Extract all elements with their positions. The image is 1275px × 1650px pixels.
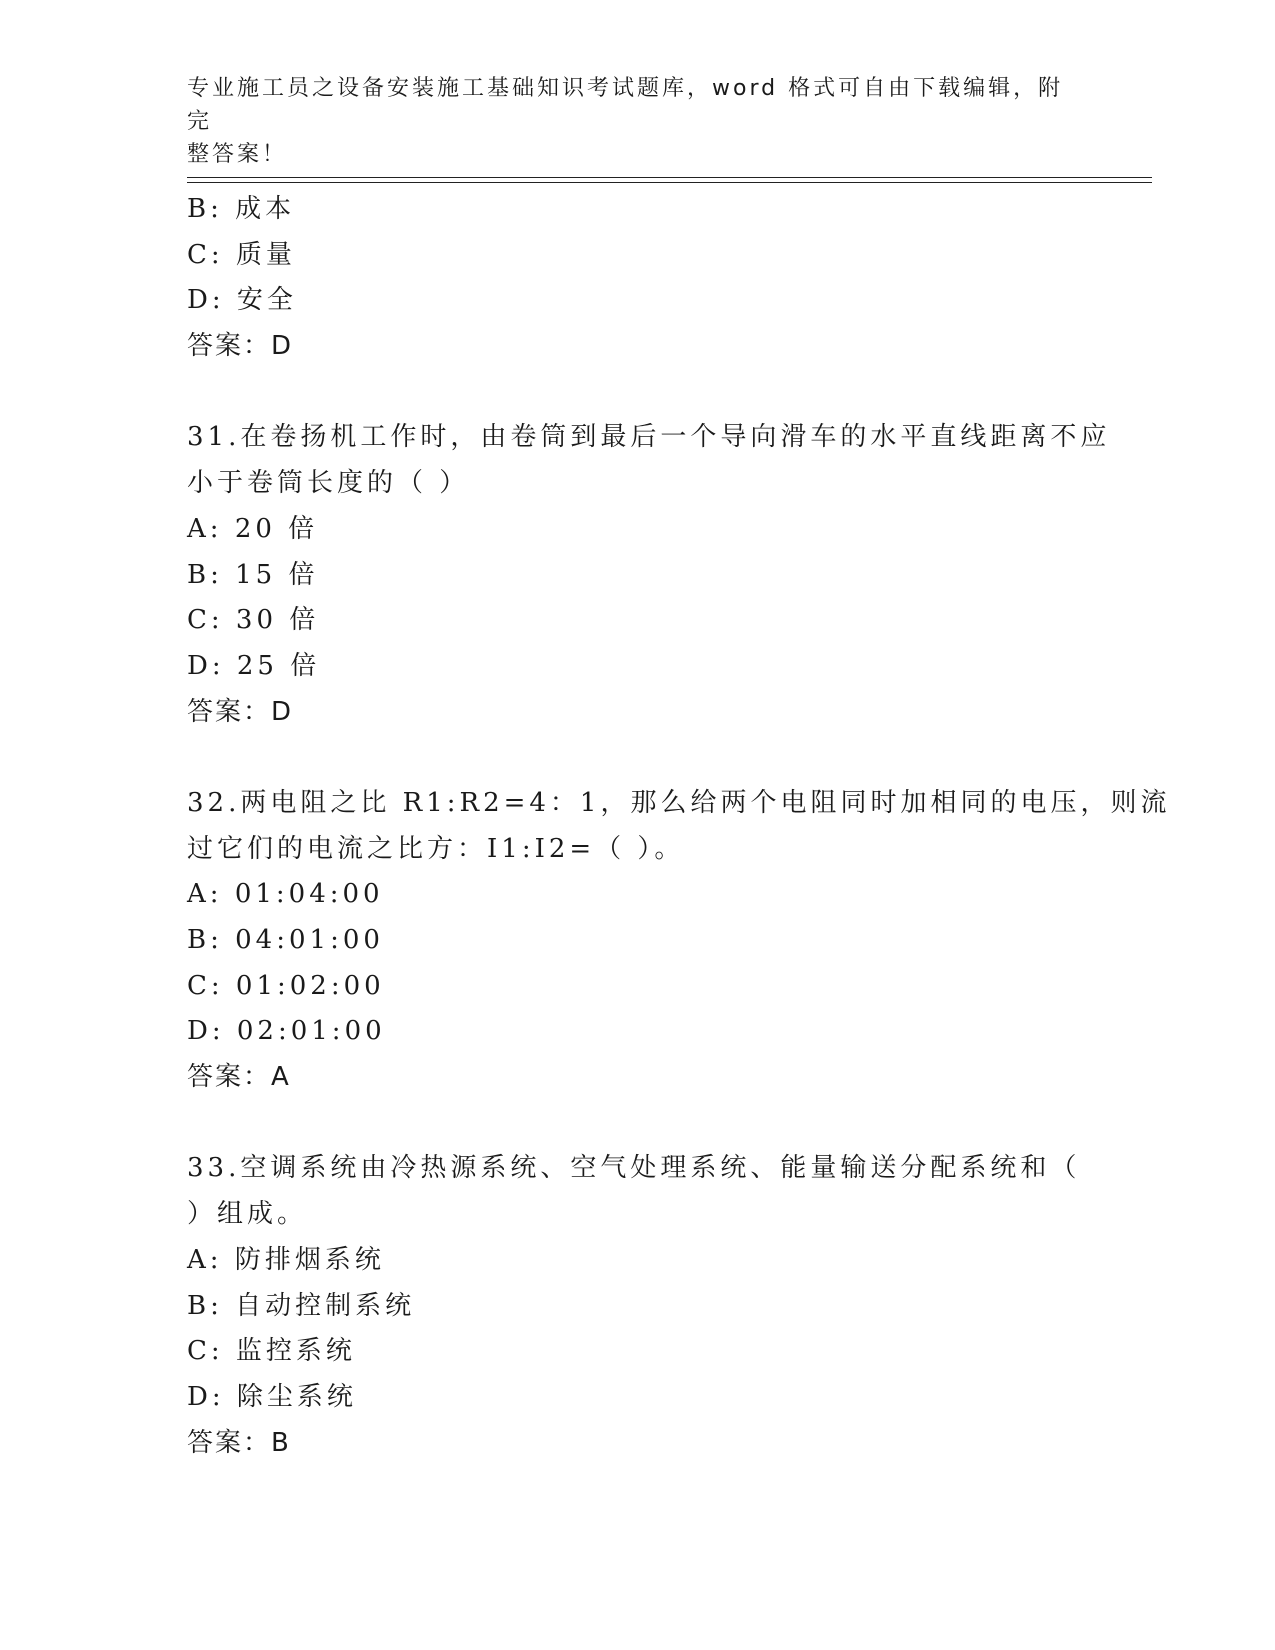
spacer	[187, 735, 1087, 781]
option-b: B: 自动控制系统	[187, 1290, 416, 1321]
option-c: C: 质量	[187, 239, 296, 270]
question-32	[187, 781, 1171, 1101]
answer-line: 答案：A	[187, 1062, 291, 1093]
question-text-line-2: 小于卷筒长度的（ ）	[187, 468, 470, 499]
option-a: A: 20 倍	[187, 513, 319, 544]
question-text-line-1: 33.空调系统由冷热源系统、空气处理系统、能量输送分配系统和（	[187, 1153, 1081, 1184]
question-list	[187, 187, 1171, 1466]
option-d: D: 安全	[187, 285, 297, 316]
header-line-1: 专业施工员之设备安装施工基础知识考试题库，word 格式可自由下载编辑，附完	[187, 76, 1064, 134]
question-text-line-1: 31.在卷扬机工作时，由卷筒到最后一个导向滑车的水平直线距离不应	[187, 422, 1111, 453]
question-30-continued	[187, 187, 1087, 370]
header-divider-bottom	[187, 182, 1152, 183]
question-31	[187, 415, 1111, 735]
answer-line: 答案：D	[187, 696, 294, 727]
option-c: C: 监控系统	[187, 1336, 356, 1367]
question-text-line-1: 32.两电阻之比 R1:R2=4：1，那么给两个电阻同时加相同的电压，则流	[187, 787, 1171, 818]
header-line-2: 整答案！	[187, 142, 288, 167]
option-b: B: 15 倍	[187, 559, 319, 590]
answer-line: 答案：D	[187, 331, 294, 362]
document-header	[187, 72, 1067, 171]
option-b: B: 04:01:00	[187, 925, 384, 955]
option-b: B: 成本	[187, 194, 296, 224]
option-c: C: 30 倍	[187, 605, 320, 636]
option-c: C: 01:02:00	[187, 970, 385, 1001]
question-text-line-2: 过它们的电流之比方：I1:I2=（ ）。	[187, 833, 685, 864]
option-a: A: 01:04:00	[187, 879, 384, 910]
spacer	[187, 370, 1087, 416]
option-a: A: 防排烟系统	[187, 1244, 385, 1275]
answer-line: 答案：B	[187, 1427, 291, 1458]
question-33	[187, 1146, 1087, 1466]
option-d: D: 25 倍	[187, 650, 321, 681]
option-d: D: 02:01:00	[187, 1016, 386, 1047]
spacer	[187, 1101, 1087, 1147]
header-divider-top	[187, 177, 1152, 178]
question-text-line-2: ）组成。	[187, 1199, 308, 1230]
option-d: D: 除尘系统	[187, 1381, 357, 1412]
